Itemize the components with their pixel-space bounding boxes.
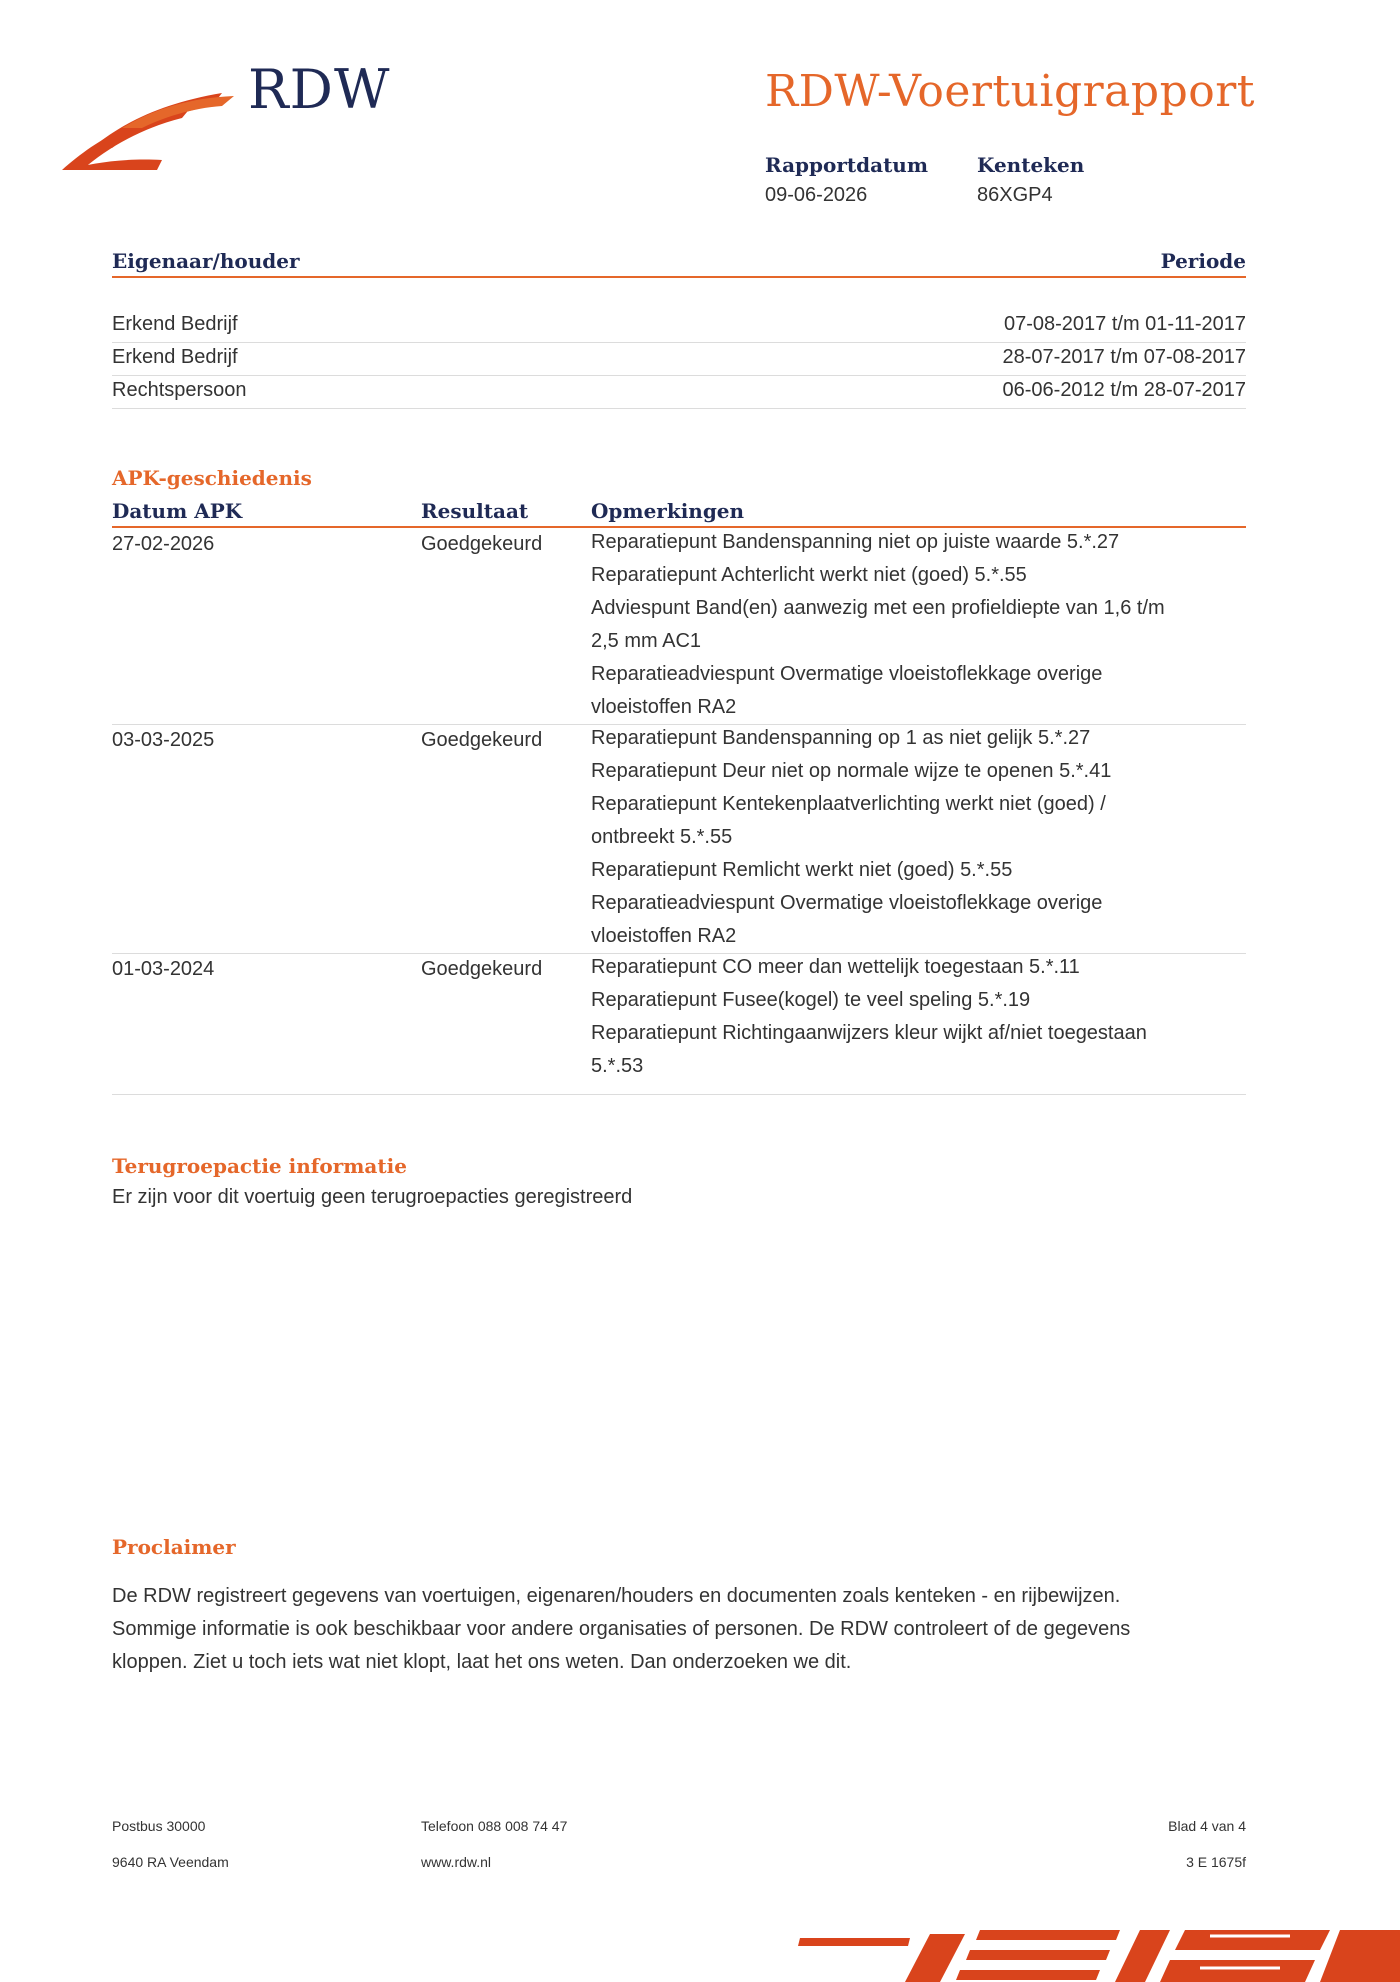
recall-section-title: Terugroepactie informatie [112, 1154, 407, 1178]
remark-line: Reparatiepunt Achterlicht werkt niet (goed) 5.*.55 [591, 564, 1027, 586]
remark-line: Reparatieadviespunt Overmatige vloeistoflekkage overige [591, 892, 1103, 914]
footer-city: 9640 RA Veendam [112, 1854, 229, 1870]
owners-header-rule [112, 276, 1246, 278]
apk-result-cell: Goedgekeurd [421, 729, 543, 751]
remark-line: Reparatiepunt Richtingaanwijzers kleur wijkt af/niet toegestaan [591, 1022, 1147, 1044]
footer-page-number: Blad 4 van 4 [1168, 1818, 1246, 1834]
remark-line: ontbreekt 5.*.55 [591, 826, 733, 848]
remark-line: Reparatiepunt CO meer dan wettelijk toegestaan 5.*.11 [591, 956, 1080, 978]
remark-line: Reparatiepunt Remlicht werkt niet (goed) 5.*.55 [591, 859, 1013, 881]
row-divider [112, 408, 1246, 409]
rdw-logo-icon [62, 88, 237, 178]
remark-line: 5.*.53 [591, 1055, 644, 1077]
apk-result-cell: Goedgekeurd [421, 533, 543, 555]
footer-website[interactable]: www.rdw.nl [421, 1854, 492, 1870]
apk-remarks-cell [591, 722, 1111, 953]
remark-line: vloeistoffen RA2 [591, 925, 737, 947]
remark-line: Adviespunt Band(en) aanwezig met een profieldiepte van 1,6 t/m [591, 597, 1165, 619]
row-divider [112, 342, 1246, 343]
owner-cell: Erkend Bedrijf [112, 346, 238, 368]
plate-label: Kenteken [977, 153, 1085, 177]
proclaimer-line: Sommige informatie is ook beschikbaar voor andere organisaties of personen. De RDW controleert of de gegevens [112, 1618, 1131, 1640]
apk-date-cell: 01-03-2024 [112, 958, 215, 980]
period-column-header: Periode [1160, 249, 1246, 273]
apk-remarks-column-header: Opmerkingen [591, 499, 745, 523]
decorative-stripes-icon [790, 1920, 1400, 1982]
footer-phone: Telefoon 088 008 74 47 [421, 1818, 568, 1834]
row-divider [112, 1094, 1246, 1095]
plate-value: 86XGP4 [977, 184, 1053, 206]
apk-result-cell: Goedgekeurd [421, 958, 543, 980]
remark-line: Reparatiepunt Deur niet op normale wijze te openen 5.*.41 [591, 760, 1112, 782]
period-cell: 28-07-2017 t/m 07-08-2017 [1002, 346, 1246, 368]
recall-text: Er zijn voor dit voertuig geen terugroepacties geregistreerd [112, 1186, 633, 1208]
apk-remarks-cell [591, 951, 1147, 1083]
report-date: 09-06-2026 [765, 184, 868, 206]
proclaimer-line: kloppen. Ziet u toch iets wat niet klopt, laat het ons weten. Dan onderzoeken we dit. [112, 1651, 852, 1673]
period-cell: 06-06-2012 t/m 28-07-2017 [1002, 379, 1246, 401]
remark-line: Reparatiepunt Fusee(kogel) te veel speling 5.*.19 [591, 989, 1031, 1011]
remark-line: Reparatiepunt Bandenspanning op 1 as niet gelijk 5.*.27 [591, 727, 1091, 749]
apk-remarks-cell [591, 526, 1165, 724]
proclaimer-text [112, 1580, 1130, 1679]
remark-line: Reparatiepunt Bandenspanning niet op juiste waarde 5.*.27 [591, 531, 1120, 553]
remark-line: 2,5 mm AC1 [591, 630, 702, 652]
report-title: RDW-Voertuigrapport [765, 66, 1255, 117]
period-cell: 07-08-2017 t/m 01-11-2017 [1003, 313, 1246, 335]
owner-cell: Rechtspersoon [112, 379, 247, 401]
owner-cell: Erkend Bedrijf [112, 313, 238, 335]
owner-column-header: Eigenaar/houder [112, 249, 300, 273]
report-date-label: Rapportdatum [765, 153, 929, 177]
apk-section-title: APK-geschiedenis [112, 466, 312, 490]
remark-line: Reparatieadviespunt Overmatige vloeistoflekkage overige [591, 663, 1103, 685]
remark-line: Reparatiepunt Kentekenplaatverlichting werkt niet (goed) / [591, 793, 1106, 815]
remark-line: vloeistoffen RA2 [591, 696, 737, 718]
apk-result-column-header: Resultaat [421, 499, 529, 523]
row-divider [112, 375, 1246, 376]
apk-date-cell: 27-02-2026 [112, 533, 215, 555]
footer-document-code: 3 E 1675f [1186, 1854, 1246, 1870]
apk-date-cell: 03-03-2025 [112, 729, 215, 751]
apk-date-column-header: Datum APK [112, 499, 243, 523]
footer-postbus: Postbus 30000 [112, 1818, 206, 1834]
proclaimer-section-title: Proclaimer [112, 1535, 236, 1559]
proclaimer-line: De RDW registreert gegevens van voertuigen, eigenaren/houders en documenten zoals kenteken - en rijbewijzen. [112, 1585, 1121, 1607]
logo-text: RDW [248, 58, 391, 121]
